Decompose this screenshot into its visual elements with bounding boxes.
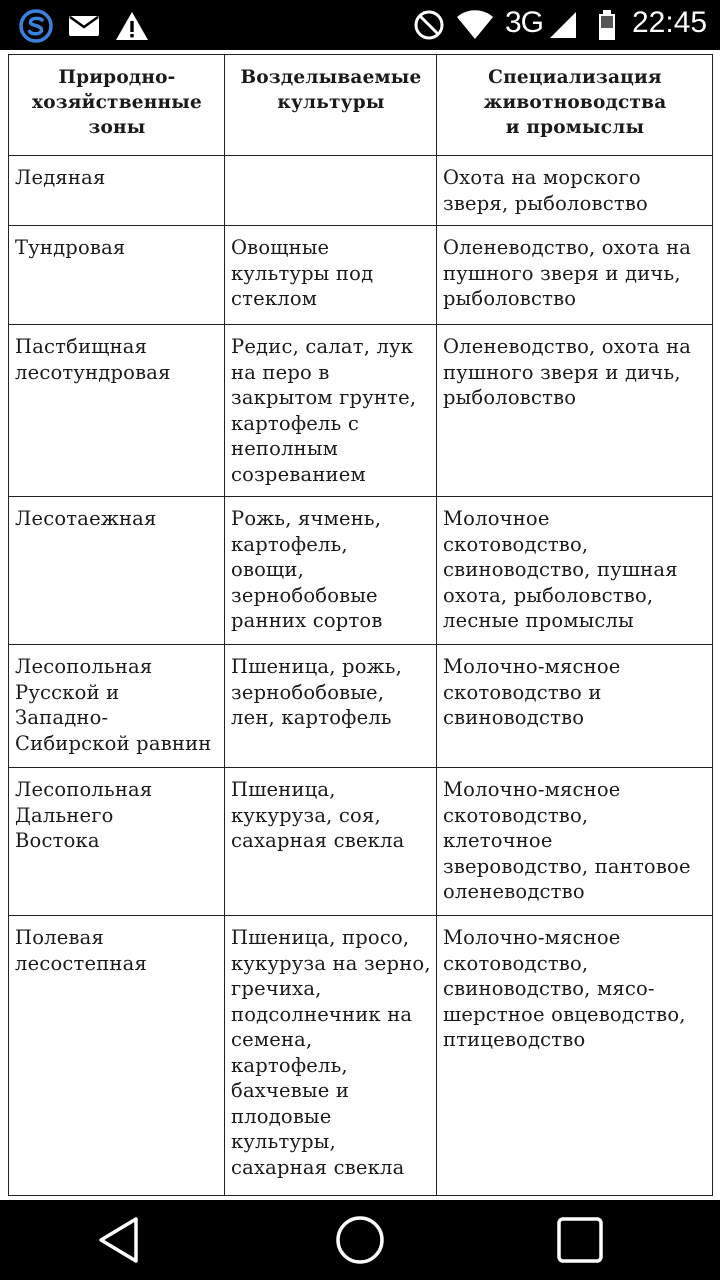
status-bar bbox=[0, 0, 720, 50]
crops-cell: Редис, салат, лук на перо в закрытом грунте, картофель с неполным созреванием bbox=[225, 325, 437, 497]
wifi-icon bbox=[456, 8, 494, 42]
recent-apps-icon[interactable] bbox=[550, 1214, 610, 1266]
do-not-disturb-icon bbox=[412, 8, 446, 42]
network-type: 3G bbox=[505, 6, 544, 39]
table-row bbox=[9, 645, 713, 768]
livestock-cell: Молочно-мясное скотоводство, свиноводство, мясо- шерстное овцеводство, птицеводство bbox=[437, 916, 713, 1196]
table-row bbox=[9, 916, 713, 1196]
header-zones: Природно- хозяйственные зоны bbox=[9, 55, 225, 156]
zones-table bbox=[8, 54, 713, 1196]
table-row bbox=[9, 497, 713, 645]
table-row bbox=[9, 156, 713, 226]
livestock-cell: Охота на морского зверя, рыболовство bbox=[437, 156, 713, 226]
header-livestock: Специализация животноводства и промыслы bbox=[437, 55, 713, 156]
crops-cell: Рожь, ячмень, картофель, овощи, зернобобовые ранних сортов bbox=[225, 497, 437, 645]
livestock-cell: Молочно-мясное скотоводство и свиноводство bbox=[437, 645, 713, 768]
home-icon[interactable] bbox=[330, 1214, 390, 1266]
crops-cell: Пшеница, просо, кукуруза на зерно, гречиха, подсолнечник на семена, картофель, бахчевые и плодовые культуры, сахарная свекла bbox=[225, 916, 437, 1196]
zone-cell: Лесопольная Русской и Западно- Сибирской равнин bbox=[9, 645, 225, 768]
warning-icon bbox=[114, 8, 150, 44]
image-content bbox=[0, 50, 720, 1200]
navigation-bar bbox=[0, 1200, 720, 1280]
zone-cell: Лесопольная Дальнего Востока bbox=[9, 768, 225, 916]
table-row bbox=[9, 226, 713, 325]
mail-icon bbox=[66, 8, 102, 44]
zone-cell: Ледяная bbox=[9, 156, 225, 226]
livestock-cell: Оленеводство, охота на пушного зверя и дичь, рыболовство bbox=[437, 226, 713, 325]
livestock-cell: Оленеводство, охота на пушного зверя и дичь, рыболовство bbox=[437, 325, 713, 497]
cell-signal-icon bbox=[548, 8, 578, 42]
crops-cell: Овощные культуры под стеклом bbox=[225, 226, 437, 325]
table-row bbox=[9, 325, 713, 497]
clock: 22:45 bbox=[632, 6, 708, 39]
crops-cell: Пшеница, кукуруза, соя, сахарная свекла bbox=[225, 768, 437, 916]
crops-cell: Пшеница, рожь, зернобобовые, лен, картофель bbox=[225, 645, 437, 768]
zone-cell: Пастбищная лесотундровая bbox=[9, 325, 225, 497]
zone-cell: Полевая лесостепная bbox=[9, 916, 225, 1196]
crops-cell bbox=[225, 156, 437, 226]
livestock-cell: Молочное скотоводство, свиноводство, пушная охота, рыболовство, лесные промыслы bbox=[437, 497, 713, 645]
zone-cell: Лесотаежная bbox=[9, 497, 225, 645]
livestock-cell: Молочно-мясное скотоводство, клеточное звероводство, пантовое оленеводство bbox=[437, 768, 713, 916]
table-header-row bbox=[9, 55, 713, 156]
header-crops: Возделываемые культуры bbox=[225, 55, 437, 156]
s-app-icon bbox=[18, 8, 54, 44]
back-icon[interactable] bbox=[90, 1214, 150, 1266]
zone-cell: Тундровая bbox=[9, 226, 225, 325]
table-row bbox=[9, 768, 713, 916]
battery-icon bbox=[596, 8, 618, 42]
